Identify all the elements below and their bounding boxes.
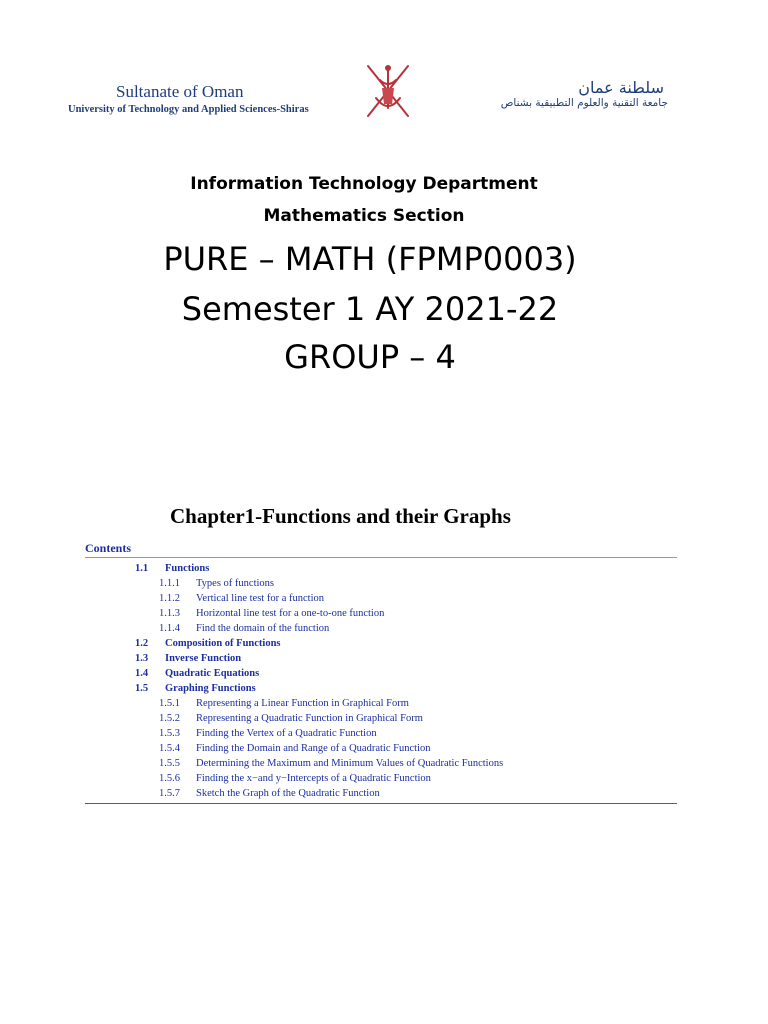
- toc-entry-title[interactable]: Composition of Functions: [165, 638, 281, 649]
- toc-entry[interactable]: [85, 696, 677, 711]
- toc-entry[interactable]: [85, 636, 677, 651]
- toc-entry-number: 1.1.1: [159, 578, 180, 589]
- toc-entry[interactable]: [85, 741, 677, 756]
- toc-entry-number: 1.5.5: [159, 758, 180, 769]
- toc-bottom-rule: [85, 803, 677, 804]
- toc-entry[interactable]: [85, 561, 677, 576]
- toc-entry-number: 1.3: [135, 653, 149, 664]
- toc-entry[interactable]: [85, 726, 677, 741]
- toc-entry-title[interactable]: Find the domain of the function: [196, 623, 330, 634]
- arabic-university-name: جامعة التقنية والعلوم التطبيقية بشناص: [500, 97, 668, 109]
- toc-entry-title[interactable]: Finding the x−and y−Intercepts of a Quadratic Function: [196, 773, 431, 784]
- toc-entry[interactable]: [85, 666, 677, 681]
- toc-entry[interactable]: [85, 621, 677, 636]
- university-name: University of Technology and Applied Sciences-Shiras: [68, 104, 309, 115]
- toc-entry[interactable]: [85, 576, 677, 591]
- toc-entry-title[interactable]: Quadratic Equations: [165, 668, 260, 679]
- group-title: GROUP – 4: [284, 338, 456, 376]
- department-title: Information Technology Department: [190, 174, 538, 194]
- toc-entry-number: 1.5.6: [159, 773, 180, 784]
- org-name: Sultanate of Oman: [116, 82, 244, 101]
- toc-entry-number: 1.4: [135, 668, 149, 679]
- toc-entry-number: 1.1.4: [159, 623, 180, 634]
- toc-entry[interactable]: [85, 756, 677, 771]
- toc-entry[interactable]: [85, 711, 677, 726]
- toc-entry[interactable]: [85, 651, 677, 666]
- toc-entry-title[interactable]: Representing a Quadratic Function in Graphical Form: [196, 713, 423, 724]
- toc-entry-number: 1.5.3: [159, 728, 180, 739]
- toc-entry-title[interactable]: Vertical line test for a function: [196, 593, 324, 604]
- toc-entry-title[interactable]: Finding the Domain and Range of a Quadratic Function: [196, 743, 431, 754]
- toc-entry-title[interactable]: Types of functions: [196, 578, 275, 589]
- toc-heading: Contents: [85, 541, 677, 558]
- toc-entry[interactable]: [85, 681, 677, 696]
- toc-entry[interactable]: [85, 606, 677, 621]
- toc-entry-title[interactable]: Determining the Maximum and Minimum Values of Quadratic Functions: [196, 758, 504, 769]
- table-of-contents: [85, 541, 677, 804]
- arabic-header: [501, 78, 668, 109]
- section-title: Mathematics Section: [263, 206, 465, 226]
- arabic-country-name: سلطنة عمان: [578, 78, 664, 97]
- toc-entry-number: 1.5.4: [159, 743, 180, 754]
- toc-entry-number: 1.5.2: [159, 713, 180, 724]
- national-emblem-icon: [362, 58, 414, 124]
- toc-entry-title[interactable]: Horizontal line test for a one-to-one function: [196, 608, 385, 619]
- toc-entry[interactable]: [85, 591, 677, 606]
- toc-entry-title[interactable]: Graphing Functions: [165, 683, 256, 694]
- toc-entry-number: 1.1.3: [159, 608, 180, 619]
- toc-entry-title[interactable]: Representing a Linear Function in Graphical Form: [196, 698, 409, 709]
- toc-entry-number: 1.5.7: [159, 788, 180, 799]
- semester-title: Semester 1 AY 2021-22: [181, 290, 559, 328]
- toc-entry-title[interactable]: Finding the Vertex of a Quadratic Function: [196, 728, 377, 739]
- toc-entry-number: 1.5.1: [159, 698, 180, 709]
- toc-entry-number: 1.2: [135, 638, 149, 649]
- toc-entry-number: 1.1.2: [159, 593, 180, 604]
- toc-entry-title[interactable]: Functions: [165, 563, 210, 574]
- chapter-title: Chapter1-Functions and their Graphs: [170, 504, 511, 528]
- course-title: PURE – MATH (FPMP0003): [163, 240, 577, 278]
- toc-entry[interactable]: [85, 771, 677, 786]
- toc-entry[interactable]: [85, 786, 677, 801]
- toc-entry-title[interactable]: Inverse Function: [165, 653, 242, 664]
- toc-list: [85, 561, 677, 801]
- toc-entry-number: 1.5: [135, 683, 149, 694]
- toc-entry-title[interactable]: Sketch the Graph of the Quadratic Function: [196, 788, 380, 799]
- toc-entry-number: 1.1: [135, 563, 149, 574]
